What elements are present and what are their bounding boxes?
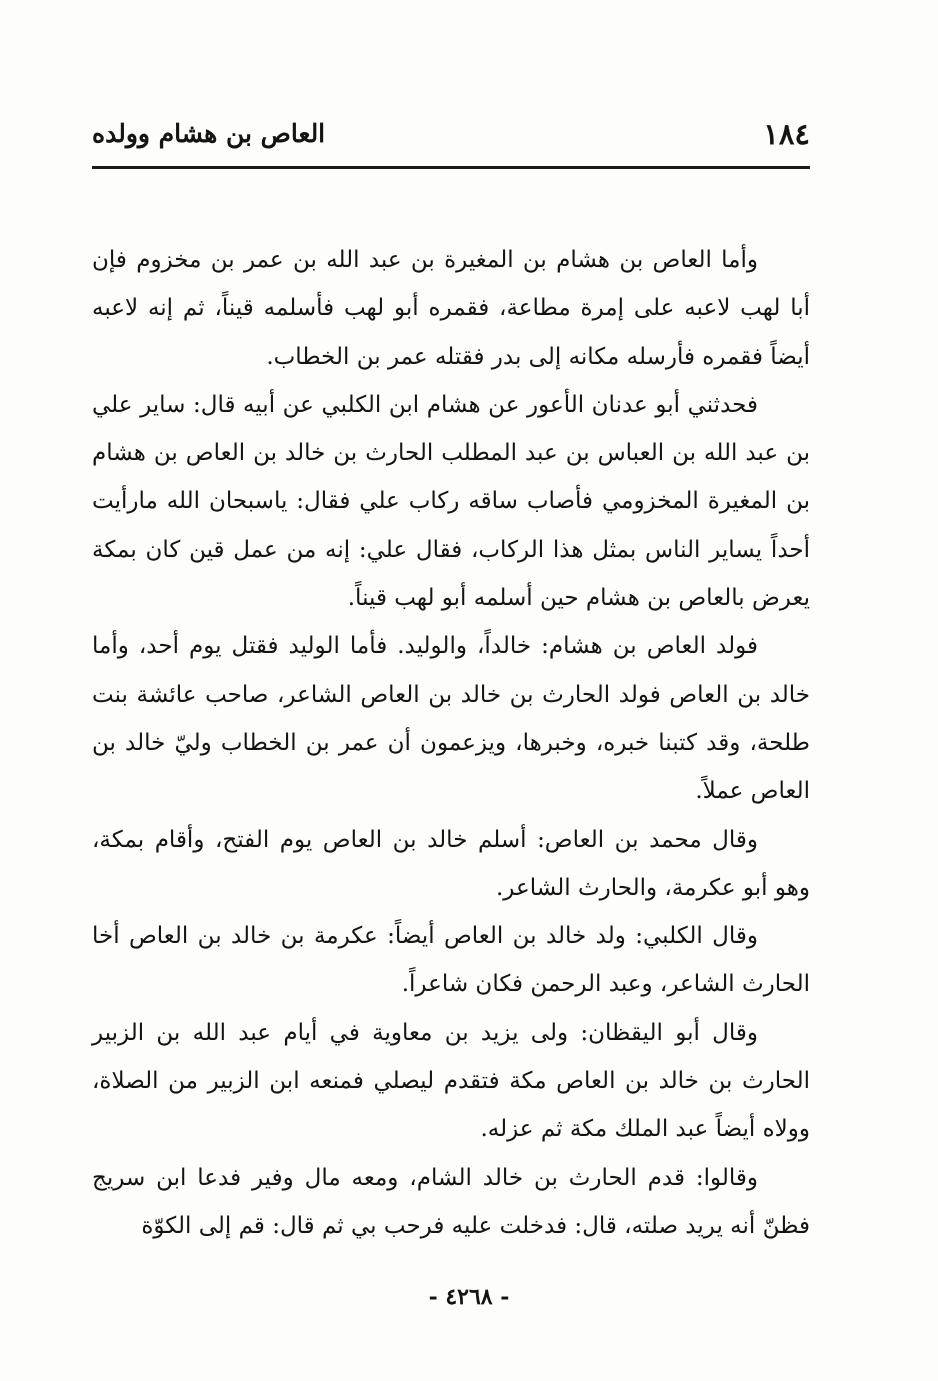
page-header: [92, 112, 810, 156]
volume-page-number: - ٤٢٦٨ -: [428, 1284, 510, 1310]
body-text: [92, 236, 810, 1250]
paragraph-1: وأما العاص بن هشام بن المغيرة بن عبد الله بن عمر بن مخزوم فإن أبا لهب لاعبه على إمرة مطاعة، فقمره أبو لهب فأسلمه قيناً، ثم إنه لاعبه أيضاً فقمره فأرسله مكانه إلى بدر فقتله عمر بن الخطاب.: [92, 247, 810, 370]
header-divider: [92, 166, 810, 169]
running-title: العاص بن هشام وولده: [92, 119, 326, 148]
paragraph-6: وقال أبو اليقظان: ولى يزيد بن معاوية في أيام عبد الله بن الزبير الحارث بن خالد بن العاص مكة فتقدم ليصلي فمنعه ابن الزبير من الصلاة، وولاه أيضاً عبد الملك مكة ثم عزله.: [92, 1019, 810, 1143]
paragraph-4: وقال محمد بن العاص: أسلم خالد بن العاص يوم الفتح، وأقام بمكة، وهو أبو عكرمة، والحارث الشاعر.: [92, 826, 810, 901]
page-footer: [0, 1282, 938, 1312]
paragraph-5: وقال الكلبي: ولد خالد بن العاص أيضاً: عكرمة بن خالد بن العاص أخا الحارث الشاعر، وعبد الرحمن فكان شاعراً.: [92, 923, 810, 998]
paragraph-7: وقالوا: قدم الحارث بن خالد الشام، ومعه مال وفير فدعا ابن سريج فظنّ أنه يريد صلته، قال: فدخلت عليه فرحب بي ثم قال: قم إلى الكوّة: [92, 1164, 810, 1239]
paragraph-2: فحدثني أبو عدنان الأعور عن هشام ابن الكلبي عن أبيه قال: ساير علي بن عبد الله بن العباس بن عبد المطلب الحارث بن خالد بن العاص بن هشام بن المغيرة المخزومي فأصاب ساقه ركاب علي فقال: ياسبحان الله مارأيت أحداً يساير الناس بمثل هذا الركاب، فقال علي: إنه من عمل قين كان بمكة يعرض بالعاص بن هشام حين أسلمه أبو لهب قيناً.: [92, 391, 810, 612]
page-number: ١٨٤: [763, 117, 810, 151]
paragraph-3: فولد العاص بن هشام: خالداً، والوليد. فأما الوليد فقتل يوم أحد، وأما خالد بن العاص فولد الحارث بن خالد بن العاص الشاعر، صاحب عائشة بنت طلحة، وقد كتبنا خبره، وخبرها، ويزعمون أن عمر بن الخطاب وليّ خالد بن العاص عملاً.: [92, 633, 810, 805]
